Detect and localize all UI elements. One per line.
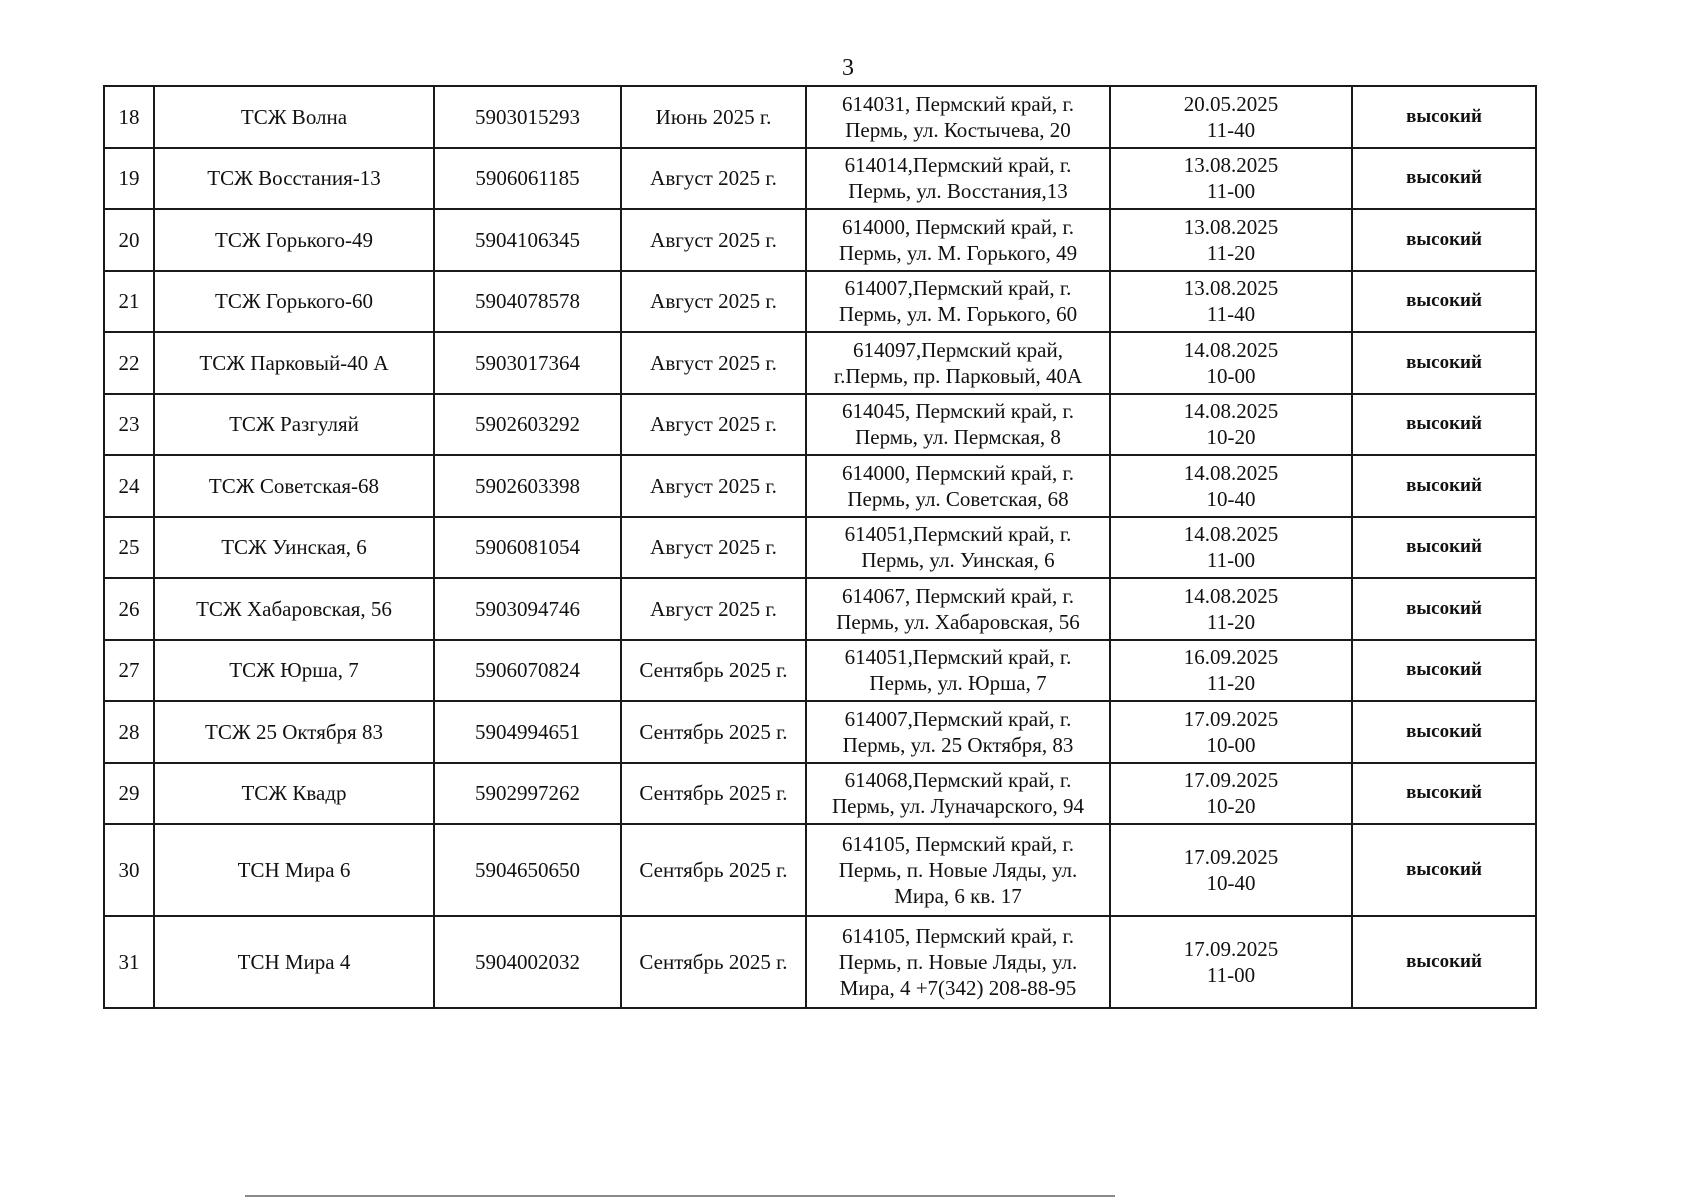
risk-level-cell: высокий [1352, 148, 1536, 210]
inspection-time: 11-40 [1206, 117, 1256, 142]
risk-level-cell: высокий [1352, 578, 1536, 640]
address-line: 614000, Пермский край, г. [842, 214, 1074, 239]
row-number-cell: 22 [104, 332, 154, 394]
inspection-table [103, 85, 1537, 1009]
inspection-time: 10-20 [1206, 425, 1256, 450]
address-cell [806, 517, 1110, 579]
organization-name-cell: ТСЖ Горького-49 [154, 209, 434, 271]
risk-level-cell: высокий [1352, 763, 1536, 825]
table-row [104, 209, 1536, 271]
address-cell [806, 455, 1110, 517]
address-cell [806, 763, 1110, 825]
table-row [104, 455, 1536, 517]
row-number-cell: 28 [104, 701, 154, 763]
risk-level-cell: высокий [1352, 86, 1536, 148]
risk-level-cell: высокий [1352, 916, 1536, 1008]
address-cell [806, 701, 1110, 763]
address-cell [806, 916, 1110, 1008]
table-row [104, 148, 1536, 210]
organization-name-cell: ТСН Мира 4 [154, 916, 434, 1008]
address-line: Пермь, ул. Костычева, 20 [845, 117, 1071, 142]
address-line: Пермь, ул. Уинская, 6 [861, 548, 1055, 573]
address-line: 614097,Пермский край, [853, 337, 1063, 362]
row-number-cell: 21 [104, 271, 154, 333]
organization-name-cell: ТСН Мира 6 [154, 824, 434, 916]
row-number-cell: 25 [104, 517, 154, 579]
table-row [104, 640, 1536, 702]
organization-name-cell: ТСЖ Парковый-40 А [154, 332, 434, 394]
row-number-cell: 30 [104, 824, 154, 916]
page-number: 3 [842, 55, 854, 81]
period-cell: Июнь 2025 г. [621, 86, 806, 148]
row-number-cell: 27 [104, 640, 154, 702]
table-row [104, 701, 1536, 763]
inspection-time: 11-20 [1206, 609, 1256, 634]
period-cell: Сентябрь 2025 г. [621, 824, 806, 916]
inspection-date: 16.09.2025 [1183, 645, 1279, 670]
risk-level-cell: высокий [1352, 209, 1536, 271]
inn-cell: 5902603398 [434, 455, 621, 517]
inspection-date: 14.08.2025 [1183, 522, 1279, 547]
table-row [104, 86, 1536, 148]
address-cell [806, 148, 1110, 210]
address-cell [806, 209, 1110, 271]
date-time-cell [1110, 578, 1352, 640]
inspection-time: 11-20 [1206, 240, 1256, 265]
date-time-cell [1110, 640, 1352, 702]
date-time-cell [1110, 148, 1352, 210]
period-cell: Сентябрь 2025 г. [621, 763, 806, 825]
organization-name-cell: ТСЖ Советская-68 [154, 455, 434, 517]
period-cell: Август 2025 г. [621, 517, 806, 579]
inn-cell: 5904078578 [434, 271, 621, 333]
date-time-cell [1110, 455, 1352, 517]
period-cell: Сентябрь 2025 г. [621, 916, 806, 1008]
organization-name-cell: ТСЖ Волна [154, 86, 434, 148]
table-row [104, 332, 1536, 394]
inn-cell: 5906061185 [434, 148, 621, 210]
address-line: Пермь, ул. Пермская, 8 [855, 425, 1061, 450]
date-time-cell [1110, 332, 1352, 394]
period-cell: Август 2025 г. [621, 209, 806, 271]
inspection-date: 20.05.2025 [1183, 91, 1279, 116]
period-cell: Август 2025 г. [621, 148, 806, 210]
risk-level-cell: высокий [1352, 271, 1536, 333]
inspection-time: 11-00 [1206, 548, 1256, 573]
inspection-date: 13.08.2025 [1183, 153, 1279, 178]
row-number-cell: 18 [104, 86, 154, 148]
organization-name-cell: ТСЖ Восстания-13 [154, 148, 434, 210]
table-row [104, 394, 1536, 456]
address-line: Пермь, п. Новые Ляды, ул. [838, 858, 1078, 882]
inspection-time: 11-40 [1206, 302, 1256, 327]
period-cell: Август 2025 г. [621, 271, 806, 333]
inn-cell: 5903094746 [434, 578, 621, 640]
organization-name-cell: ТСЖ Разгуляй [154, 394, 434, 456]
address-line: 614000, Пермский край, г. [842, 460, 1074, 485]
risk-level-cell: высокий [1352, 824, 1536, 916]
row-number-cell: 24 [104, 455, 154, 517]
address-line: 614051,Пермский край, г. [844, 645, 1072, 670]
date-time-cell [1110, 916, 1352, 1008]
address-line: Мира, 6 кв. 17 [894, 884, 1022, 908]
inspection-time: 10-00 [1206, 732, 1256, 757]
address-line: Пермь, ул. Восстания,13 [848, 179, 1068, 204]
period-cell: Август 2025 г. [621, 394, 806, 456]
inspection-date: 14.08.2025 [1183, 460, 1279, 485]
address-line: г.Пермь, пр. Парковый, 40А [833, 363, 1083, 388]
address-line: Пермь, ул. 25 Октября, 83 [842, 732, 1074, 757]
table-row [104, 824, 1536, 916]
risk-level-cell: высокий [1352, 455, 1536, 517]
table-row [104, 517, 1536, 579]
organization-name-cell: ТСЖ Горького-60 [154, 271, 434, 333]
date-time-cell [1110, 763, 1352, 825]
address-line: Пермь, ул. М. Горького, 60 [838, 302, 1078, 327]
inspection-date: 14.08.2025 [1183, 399, 1279, 424]
organization-name-cell: ТСЖ Уинская, 6 [154, 517, 434, 579]
inn-cell: 5902603292 [434, 394, 621, 456]
address-line: 614045, Пермский край, г. [842, 399, 1074, 424]
inspection-time: 11-00 [1206, 179, 1256, 204]
organization-name-cell: ТСЖ Хабаровская, 56 [154, 578, 434, 640]
address-cell [806, 271, 1110, 333]
inspection-table-container [103, 85, 1535, 1009]
period-cell: Сентябрь 2025 г. [621, 640, 806, 702]
date-time-cell [1110, 209, 1352, 271]
address-line: Пермь, ул. Хабаровская, 56 [836, 609, 1080, 634]
organization-name-cell: ТСЖ Квадр [154, 763, 434, 825]
risk-level-cell: высокий [1352, 394, 1536, 456]
organization-name-cell: ТСЖ Юрша, 7 [154, 640, 434, 702]
address-line: 614007,Пермский край, г. [844, 706, 1072, 731]
inspection-time: 10-20 [1206, 794, 1256, 819]
address-cell [806, 578, 1110, 640]
inn-cell: 5904994651 [434, 701, 621, 763]
table-row [104, 271, 1536, 333]
address-line: Пермь, ул. М. Горького, 49 [838, 240, 1078, 265]
date-time-cell [1110, 271, 1352, 333]
date-time-cell [1110, 394, 1352, 456]
inspection-date: 17.09.2025 [1183, 937, 1279, 961]
inspection-time: 10-40 [1206, 486, 1256, 511]
inspection-date: 14.08.2025 [1183, 337, 1279, 362]
period-cell: Август 2025 г. [621, 455, 806, 517]
inn-cell: 5903015293 [434, 86, 621, 148]
inspection-time: 10-40 [1206, 871, 1256, 895]
period-cell: Август 2025 г. [621, 332, 806, 394]
address-line: 614068,Пермский край, г. [844, 768, 1072, 793]
inspection-date: 17.09.2025 [1183, 845, 1279, 869]
period-cell: Сентябрь 2025 г. [621, 701, 806, 763]
address-line: Пермь, п. Новые Ляды, ул. [838, 950, 1078, 974]
row-number-cell: 29 [104, 763, 154, 825]
address-cell [806, 332, 1110, 394]
row-number-cell: 26 [104, 578, 154, 640]
table-row [104, 578, 1536, 640]
row-number-cell: 20 [104, 209, 154, 271]
date-time-cell [1110, 824, 1352, 916]
inn-cell: 5904002032 [434, 916, 621, 1008]
date-time-cell [1110, 86, 1352, 148]
row-number-cell: 19 [104, 148, 154, 210]
inn-cell: 5904106345 [434, 209, 621, 271]
inspection-time: 10-00 [1206, 363, 1256, 388]
address-cell [806, 394, 1110, 456]
inn-cell: 5904650650 [434, 824, 621, 916]
row-number-cell: 31 [104, 916, 154, 1008]
table-row [104, 763, 1536, 825]
address-line: Мира, 4 +7(342) 208-88-95 [839, 976, 1077, 1000]
address-line: Пермь, ул. Советская, 68 [847, 486, 1069, 511]
address-line: 614067, Пермский край, г. [842, 583, 1074, 608]
address-cell [806, 86, 1110, 148]
risk-level-cell: высокий [1352, 640, 1536, 702]
address-line: Пермь, ул. Луначарского, 94 [832, 794, 1084, 819]
address-line: 614007,Пермский край, г. [844, 276, 1072, 301]
risk-level-cell: высокий [1352, 701, 1536, 763]
address-cell [806, 640, 1110, 702]
address-line: 614014,Пермский край, г. [844, 153, 1072, 178]
table-body [104, 86, 1536, 1008]
inn-cell: 5903017364 [434, 332, 621, 394]
address-line: 614105, Пермский край, г. [842, 924, 1074, 948]
inspection-time: 11-20 [1206, 671, 1256, 696]
address-line: 614051,Пермский край, г. [844, 522, 1072, 547]
date-time-cell [1110, 517, 1352, 579]
risk-level-cell: высокий [1352, 517, 1536, 579]
inn-cell: 5902997262 [434, 763, 621, 825]
inn-cell: 5906070824 [434, 640, 621, 702]
risk-level-cell: высокий [1352, 332, 1536, 394]
date-time-cell [1110, 701, 1352, 763]
address-cell [806, 824, 1110, 916]
inspection-date: 17.09.2025 [1183, 706, 1279, 731]
table-row [104, 916, 1536, 1008]
inspection-date: 17.09.2025 [1183, 768, 1279, 793]
inn-cell: 5906081054 [434, 517, 621, 579]
period-cell: Август 2025 г. [621, 578, 806, 640]
address-line: 614105, Пермский край, г. [842, 832, 1074, 856]
organization-name-cell: ТСЖ 25 Октября 83 [154, 701, 434, 763]
address-line: 614031, Пермский край, г. [842, 91, 1074, 116]
inspection-date: 13.08.2025 [1183, 214, 1279, 239]
address-line: Пермь, ул. Юрша, 7 [869, 671, 1047, 696]
inspection-time: 11-00 [1206, 963, 1256, 987]
scan-artifact-line [245, 1195, 1115, 1197]
inspection-date: 14.08.2025 [1183, 583, 1279, 608]
inspection-date: 13.08.2025 [1183, 276, 1279, 301]
row-number-cell: 23 [104, 394, 154, 456]
